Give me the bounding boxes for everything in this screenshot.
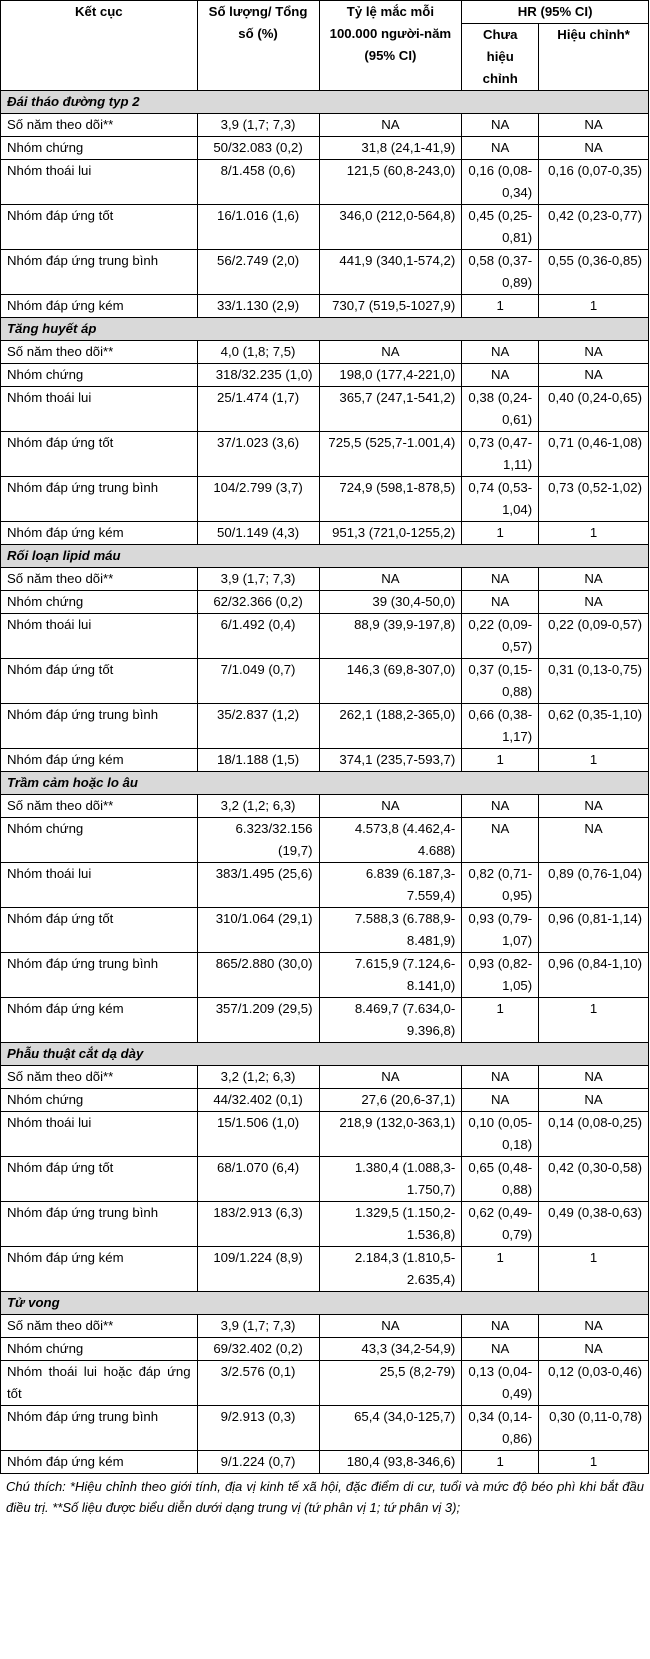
section-title: Trầm cảm hoặc lo âu [1,772,649,795]
section-title: Rối loạn lipid máu [1,545,649,568]
cell-hr-unadjusted: 0,22 (0,09-0,57) [462,614,539,659]
cell-rate: NA [319,114,462,137]
cell-hr-unadjusted: 1 [462,998,539,1043]
cell-outcome-label: Nhóm đáp ứng kém [1,295,198,318]
cell-hr-adjusted: NA [539,114,649,137]
cell-outcome-label: Số năm theo dõi** [1,1066,198,1089]
table-row [1,1406,649,1451]
cell-hr-adjusted: 1 [539,522,649,545]
cell-rate: 4.573,8 (4.462,4-4.688) [319,818,462,863]
cell-outcome-label: Nhóm đáp ứng trung bình [1,250,198,295]
cell-hr-unadjusted: 0,45 (0,25-0,81) [462,205,539,250]
cell-count: 68/1.070 (6,4) [197,1157,319,1202]
cell-count: 310/1.064 (29,1) [197,908,319,953]
section-header-row [1,91,649,114]
cell-count: 9/2.913 (0,3) [197,1406,319,1451]
cell-outcome-label: Nhóm chứng [1,1338,198,1361]
cell-hr-adjusted: NA [539,1315,649,1338]
table-row [1,795,649,818]
cell-count: 18/1.188 (1,5) [197,749,319,772]
table-row [1,1089,649,1112]
table-row [1,295,649,318]
table-row [1,818,649,863]
section-title: Phẫu thuật cắt dạ dày [1,1043,649,1066]
cell-rate: 31,8 (24,1-41,9) [319,137,462,160]
cell-rate: 441,9 (340,1-574,2) [319,250,462,295]
cell-count: 6/1.492 (0,4) [197,614,319,659]
section-header-row [1,1292,649,1315]
cell-hr-unadjusted: NA [462,795,539,818]
cell-hr-unadjusted: 0,10 (0,05-0,18) [462,1112,539,1157]
cell-hr-adjusted: NA [539,1338,649,1361]
section-title: Đái tháo đường typ 2 [1,91,649,114]
cell-hr-unadjusted: 0,74 (0,53-1,04) [462,477,539,522]
cell-count: 16/1.016 (1,6) [197,205,319,250]
cell-hr-unadjusted: 1 [462,295,539,318]
cell-rate: 365,7 (247,1-541,2) [319,387,462,432]
cell-outcome-label: Nhóm đáp ứng kém [1,522,198,545]
cell-hr-unadjusted: NA [462,1089,539,1112]
cell-count: 3/2.576 (0,1) [197,1361,319,1406]
section-header-row [1,772,649,795]
cell-hr-adjusted: 0,49 (0,38-0,63) [539,1202,649,1247]
header-hr: HR (95% CI) [462,1,649,24]
table-row [1,364,649,387]
cell-count: 50/32.083 (0,2) [197,137,319,160]
cell-count: 383/1.495 (25,6) [197,863,319,908]
cell-rate: 346,0 (212,0-564,8) [319,205,462,250]
cell-rate: 6.839 (6.187,3-7.559,4) [319,863,462,908]
cell-hr-unadjusted: 0,62 (0,49-0,79) [462,1202,539,1247]
table-row [1,387,649,432]
header-hr-adjusted: Hiệu chỉnh* [539,24,649,91]
cell-rate: 262,1 (188,2-365,0) [319,704,462,749]
section-header-row [1,1043,649,1066]
cell-hr-adjusted: NA [539,137,649,160]
cell-outcome-label: Nhóm chứng [1,1089,198,1112]
cell-count: 3,9 (1,7; 7,3) [197,114,319,137]
cell-hr-adjusted: 1 [539,998,649,1043]
cell-hr-adjusted: 0,12 (0,03-0,46) [539,1361,649,1406]
cell-rate: 374,1 (235,7-593,7) [319,749,462,772]
table-footnote: Chú thích: *Hiệu chỉnh theo giới tính, địa vị kinh tế xã hội, đặc điểm di cư, tuổi và mức độ béo phì khi bắt đầu điều trị. **Số liệu được biểu diễn dưới dạng trung vị (tứ phân vị 1; tứ phân vị 3); [6,1479,644,1515]
cell-hr-adjusted: 0,55 (0,36-0,85) [539,250,649,295]
table-row [1,704,649,749]
cell-outcome-label: Nhóm chứng [1,591,198,614]
cell-hr-unadjusted: NA [462,114,539,137]
table-row [1,137,649,160]
cell-hr-unadjusted: 0,37 (0,15-0,88) [462,659,539,704]
cell-hr-unadjusted: NA [462,341,539,364]
cell-rate: 951,3 (721,0-1255,2) [319,522,462,545]
cell-hr-adjusted: 0,31 (0,13-0,75) [539,659,649,704]
cell-rate: 180,4 (93,8-346,6) [319,1451,462,1474]
cell-hr-adjusted: 0,16 (0,07-0,35) [539,160,649,205]
cell-outcome-label: Số năm theo dõi** [1,795,198,818]
cell-rate: 8.469,7 (7.634,0-9.396,8) [319,998,462,1043]
cell-hr-adjusted: 1 [539,295,649,318]
cell-hr-adjusted: 0,71 (0,46-1,08) [539,432,649,477]
cell-count: 69/32.402 (0,2) [197,1338,319,1361]
cell-hr-adjusted: 0,89 (0,76-1,04) [539,863,649,908]
cell-hr-adjusted: 0,40 (0,24-0,65) [539,387,649,432]
cell-count: 183/2.913 (6,3) [197,1202,319,1247]
cell-hr-unadjusted: 1 [462,1247,539,1292]
cell-outcome-label: Số năm theo dõi** [1,114,198,137]
cell-hr-adjusted: 0,96 (0,81-1,14) [539,908,649,953]
cell-rate: 121,5 (60,8-243,0) [319,160,462,205]
cell-outcome-label: Nhóm đáp ứng tốt [1,659,198,704]
cell-count: 62/32.366 (0,2) [197,591,319,614]
cell-rate: 2.184,3 (1.810,5-2.635,4) [319,1247,462,1292]
header-rate: Tỷ lệ mắc mỗi 100.000 người-năm (95% CI) [319,1,462,91]
cell-rate: NA [319,1315,462,1338]
cell-outcome-label: Nhóm đáp ứng trung bình [1,1406,198,1451]
cell-outcome-label: Nhóm đáp ứng tốt [1,1157,198,1202]
cell-hr-adjusted: 0,14 (0,08-0,25) [539,1112,649,1157]
table-row [1,591,649,614]
cell-count: 104/2.799 (3,7) [197,477,319,522]
cell-outcome-label: Nhóm đáp ứng kém [1,749,198,772]
cell-rate: 725,5 (525,7-1.001,4) [319,432,462,477]
table-row [1,863,649,908]
cell-count: 357/1.209 (29,5) [197,998,319,1043]
cell-outcome-label: Nhóm đáp ứng trung bình [1,704,198,749]
table-row [1,1315,649,1338]
header-count: Số lượng/ Tổng số (%) [197,1,319,91]
cell-count: 3,2 (1,2; 6,3) [197,1066,319,1089]
cell-rate: 730,7 (519,5-1027,9) [319,295,462,318]
table-row [1,1112,649,1157]
cell-rate: 39 (30,4-50,0) [319,591,462,614]
cell-hr-adjusted: NA [539,1089,649,1112]
cell-rate: 1.329,5 (1.150,2-1.536,8) [319,1202,462,1247]
section-header-row [1,545,649,568]
cell-count: 7/1.049 (0,7) [197,659,319,704]
cell-count: 109/1.224 (8,9) [197,1247,319,1292]
cell-outcome-label: Nhóm thoái lui hoặc đáp ứng tốt [1,1361,198,1406]
cell-hr-adjusted: 0,62 (0,35-1,10) [539,704,649,749]
cell-hr-unadjusted: 1 [462,1451,539,1474]
table-row [1,477,649,522]
cell-outcome-label: Nhóm đáp ứng trung bình [1,477,198,522]
cell-outcome-label: Nhóm đáp ứng trung bình [1,953,198,998]
cell-hr-unadjusted: 0,58 (0,37-0,89) [462,250,539,295]
table-row [1,432,649,477]
cell-hr-unadjusted: 1 [462,749,539,772]
cell-hr-unadjusted: NA [462,818,539,863]
section-title: Tăng huyết áp [1,318,649,341]
cell-outcome-label: Nhóm đáp ứng kém [1,1451,198,1474]
cell-hr-unadjusted: 1 [462,522,539,545]
header-hr-unadjusted: Chưa hiệu chỉnh [462,24,539,91]
table-row [1,160,649,205]
cell-count: 33/1.130 (2,9) [197,295,319,318]
cell-outcome-label: Nhóm thoái lui [1,160,198,205]
cell-hr-adjusted: NA [539,568,649,591]
cell-outcome-label: Nhóm thoái lui [1,387,198,432]
cell-outcome-label: Nhóm thoái lui [1,614,198,659]
cell-count: 865/2.880 (30,0) [197,953,319,998]
cell-count: 3,2 (1,2; 6,3) [197,795,319,818]
cell-hr-unadjusted: NA [462,137,539,160]
table-row [1,250,649,295]
cell-hr-adjusted: NA [539,364,649,387]
cell-hr-adjusted: 1 [539,1247,649,1292]
cell-rate: 218,9 (132,0-363,1) [319,1112,462,1157]
cell-rate: 7.615,9 (7.124,6-8.141,0) [319,953,462,998]
cell-hr-adjusted: NA [539,341,649,364]
cell-hr-unadjusted: NA [462,1338,539,1361]
header-outcome: Kết cục [1,1,198,91]
cell-outcome-label: Nhóm đáp ứng kém [1,998,198,1043]
table-row [1,522,649,545]
cell-rate: 146,3 (69,8-307,0) [319,659,462,704]
cell-rate: 43,3 (34,2-54,9) [319,1338,462,1361]
cell-hr-unadjusted: 0,13 (0,04-0,49) [462,1361,539,1406]
cell-rate: 65,4 (34,0-125,7) [319,1406,462,1451]
cell-count: 35/2.837 (1,2) [197,704,319,749]
cell-hr-adjusted: 1 [539,1451,649,1474]
cell-hr-adjusted: NA [539,1066,649,1089]
table-row [1,908,649,953]
cell-hr-unadjusted: NA [462,591,539,614]
cell-count: 50/1.149 (4,3) [197,522,319,545]
cell-hr-adjusted: 1 [539,749,649,772]
cell-rate: NA [319,341,462,364]
cell-outcome-label: Nhóm chứng [1,818,198,863]
cell-outcome-label: Nhóm đáp ứng trung bình [1,1202,198,1247]
cell-rate: NA [319,568,462,591]
cell-count: 56/2.749 (2,0) [197,250,319,295]
table-row [1,1361,649,1406]
cell-count: 3,9 (1,7; 7,3) [197,568,319,591]
cell-count: 37/1.023 (3,6) [197,432,319,477]
cell-outcome-label: Số năm theo dõi** [1,1315,198,1338]
table-row [1,341,649,364]
cell-outcome-label: Nhóm đáp ứng tốt [1,908,198,953]
cell-count: 25/1.474 (1,7) [197,387,319,432]
cell-outcome-label: Nhóm đáp ứng kém [1,1247,198,1292]
cell-hr-adjusted: 0,42 (0,30-0,58) [539,1157,649,1202]
table-row [1,1066,649,1089]
cell-rate: 1.380,4 (1.088,3-1.750,7) [319,1157,462,1202]
cell-count: 6.323/32.156 (19,7) [197,818,319,863]
cell-outcome-label: Nhóm đáp ứng tốt [1,205,198,250]
table-row [1,1247,649,1292]
table-row [1,749,649,772]
table-row [1,568,649,591]
cell-hr-unadjusted: 0,73 (0,47-1,11) [462,432,539,477]
table-row [1,614,649,659]
cell-count: 9/1.224 (0,7) [197,1451,319,1474]
cell-hr-unadjusted: 0,66 (0,38-1,17) [462,704,539,749]
table-body [1,91,649,1474]
cell-hr-unadjusted: NA [462,568,539,591]
cell-count: 8/1.458 (0,6) [197,160,319,205]
cell-hr-unadjusted: 0,65 (0,48-0,88) [462,1157,539,1202]
cell-count: 3,9 (1,7; 7,3) [197,1315,319,1338]
table-row [1,114,649,137]
cell-rate: NA [319,795,462,818]
cell-hr-unadjusted: 0,82 (0,71-0,95) [462,863,539,908]
cell-count: 15/1.506 (1,0) [197,1112,319,1157]
cell-hr-adjusted: 0,42 (0,23-0,77) [539,205,649,250]
table-row [1,659,649,704]
table-row [1,205,649,250]
cell-outcome-label: Nhóm chứng [1,364,198,387]
cell-hr-unadjusted: 0,38 (0,24-0,61) [462,387,539,432]
table-row [1,1157,649,1202]
cell-hr-unadjusted: NA [462,1066,539,1089]
cell-hr-adjusted: 0,30 (0,11-0,78) [539,1406,649,1451]
cell-hr-unadjusted: NA [462,364,539,387]
cell-hr-unadjusted: 0,93 (0,82-1,05) [462,953,539,998]
cell-outcome-label: Số năm theo dõi** [1,341,198,364]
cell-outcome-label: Nhóm thoái lui [1,1112,198,1157]
cell-hr-adjusted: 0,73 (0,52-1,02) [539,477,649,522]
cell-rate: 7.588,3 (6.788,9-8.481,9) [319,908,462,953]
cell-hr-unadjusted: 0,16 (0,08-0,34) [462,160,539,205]
cell-hr-adjusted: NA [539,818,649,863]
cell-rate: 724,9 (598,1-878,5) [319,477,462,522]
table-header [1,1,649,91]
cell-count: 44/32.402 (0,1) [197,1089,319,1112]
table-row [1,998,649,1043]
cell-rate: 25,5 (8,2-79) [319,1361,462,1406]
cell-hr-adjusted: 0,96 (0,84-1,10) [539,953,649,998]
cell-hr-adjusted: 0,22 (0,09-0,57) [539,614,649,659]
cell-rate: 27,6 (20,6-37,1) [319,1089,462,1112]
cell-hr-unadjusted: 0,34 (0,14-0,86) [462,1406,539,1451]
cell-rate: 198,0 (177,4-221,0) [319,364,462,387]
cell-rate: 88,9 (39,9-197,8) [319,614,462,659]
cell-hr-adjusted: NA [539,795,649,818]
table-row [1,1338,649,1361]
cell-outcome-label: Số năm theo dõi** [1,568,198,591]
cell-hr-unadjusted: NA [462,1315,539,1338]
cell-count: 318/32.235 (1,0) [197,364,319,387]
table-row [1,953,649,998]
cell-outcome-label: Nhóm chứng [1,137,198,160]
table-row [1,1202,649,1247]
cell-count: 4,0 (1,8; 7,5) [197,341,319,364]
cell-rate: NA [319,1066,462,1089]
section-header-row [1,318,649,341]
cell-hr-adjusted: NA [539,591,649,614]
cell-outcome-label: Nhóm đáp ứng tốt [1,432,198,477]
table-row [1,1451,649,1474]
cell-hr-unadjusted: 0,93 (0,79-1,07) [462,908,539,953]
cell-outcome-label: Nhóm thoái lui [1,863,198,908]
section-title: Tử vong [1,1292,649,1315]
